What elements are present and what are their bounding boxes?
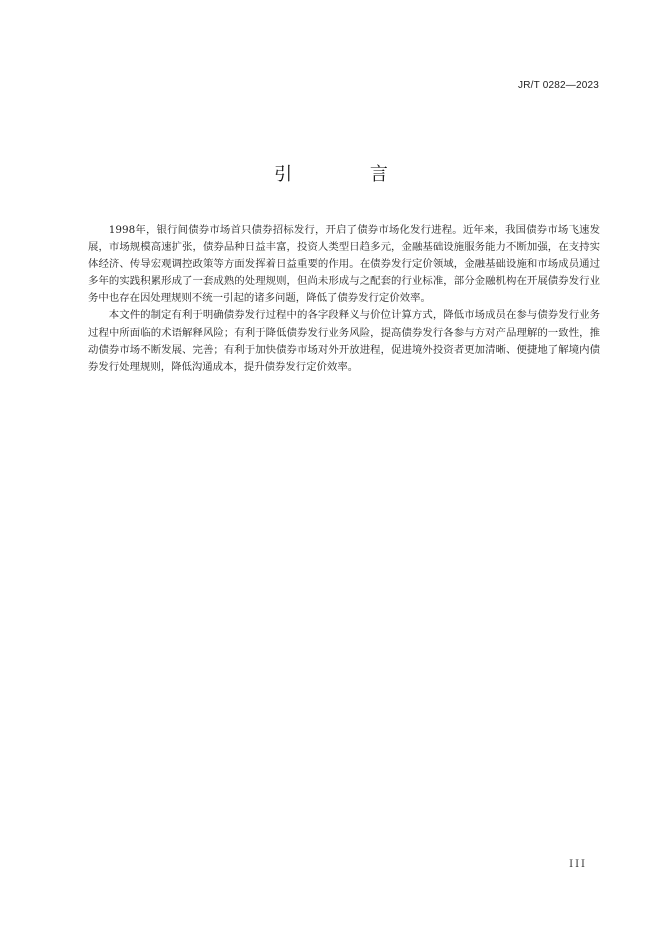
page-number: III <box>569 859 587 870</box>
paragraph: 本文件的制定有利于明确债券发行过程中的各字段释义与价位计算方式，降低市场成员在参与债券发行业务过程中所面临的术语解释风险；有利于降低债券发行业务风险，提高债券发行各参与方对产品理解的一致性，推动债券市场不断发展、完善；有利于加快债券市场对外开放进程，促进境外投资者更加清晰、便捷地了解境内债券发行处理规则，降低沟通成本，提升债券发行定价效率。 <box>88 309 600 373</box>
paragraph: 1998年，银行间债券市场首只债券招标发行，开启了债券市场化发行进程。近年来，我国债券市场飞速发展，市场规模高速扩张，债券品种日益丰富，投资人类型日趋多元，金融基础设施服务能力不断加强，在支持实体经济、传导宏观调控政策等方面发挥着日益重要的作用。在债券发行定价领域，金融基础设施和市场成员通过多年的实践积累形成了一套成熟的处理规则，但尚未形成与之配套的行业标准，部分金融机构在开展债券发行业务中也存在因处理规则不统一引起的诸多问题，降低了债券发行定价效率。 <box>88 224 600 305</box>
introduction-body <box>88 222 600 376</box>
section-title: 引 言 <box>274 164 424 185</box>
document-code: JR/T 0282—2023 <box>518 80 599 91</box>
